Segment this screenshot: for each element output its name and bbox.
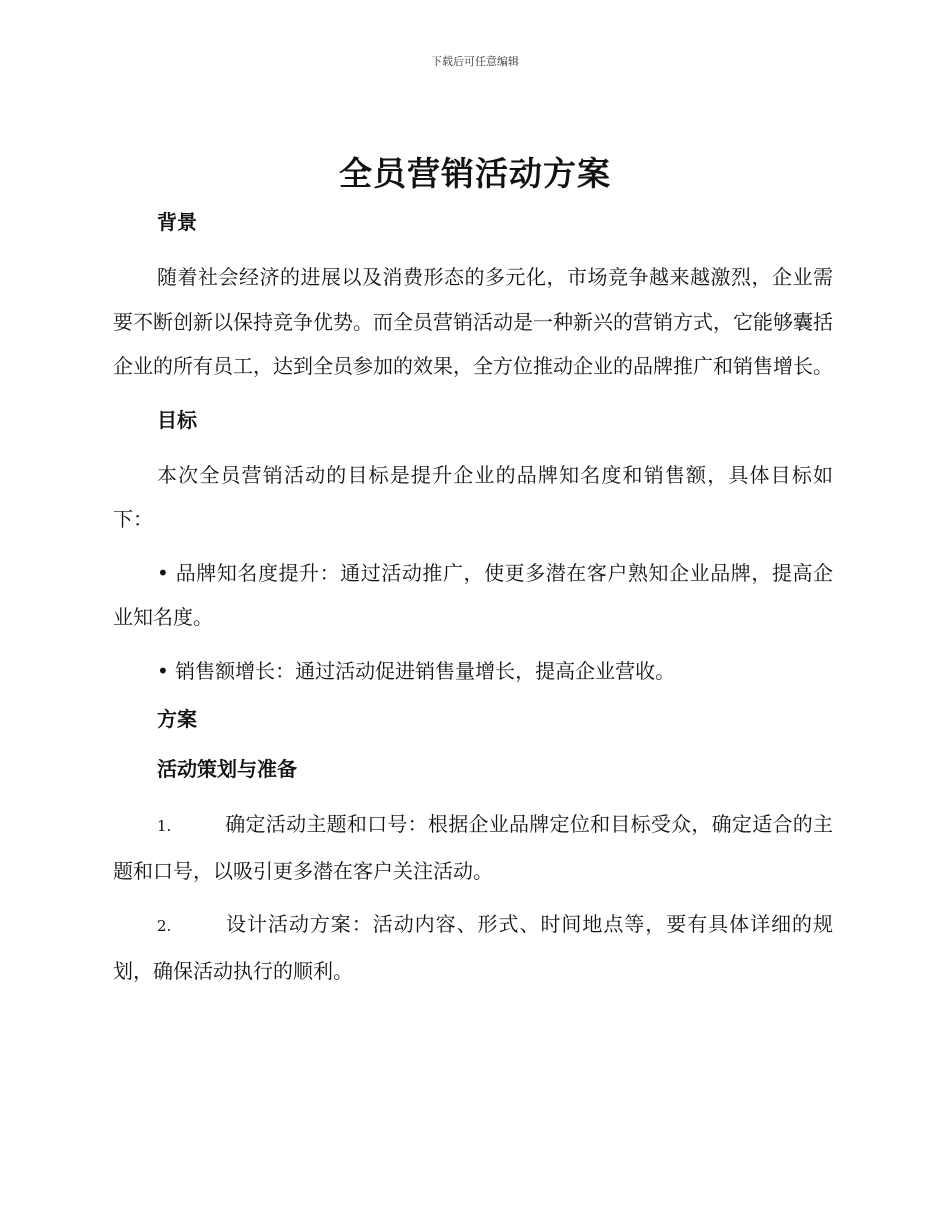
page-header-note: 下载后可任意编辑: [431, 55, 519, 68]
goals-intro-paragraph: 本次全员营销活动的目标是提升企业的品牌知名度和销售额，具体目标如下：: [113, 462, 833, 531]
section-heading-plan: 方案: [157, 707, 197, 731]
document-body: [113, 205, 833, 993]
list-item-text: 设计活动方案：活动内容、形式、时间地点等，要有具体详细的规划，确保活动执行的顺利。: [113, 912, 833, 983]
plan-list-item: [113, 902, 833, 993]
list-item-number: 2.: [157, 917, 172, 935]
goal-bullet-item: • 销售额增长：通过活动促进销售量增长，提高企业营收。: [157, 658, 676, 683]
section-heading-goals: 目标: [157, 407, 197, 432]
list-item-text: 确定活动主题和口号：根据企业品牌定位和目标受众，确定适合的主题和口号，以吸引更多潜在客户关注活动。: [113, 812, 833, 883]
document-title: 全员营销活动方案: [339, 154, 611, 193]
background-paragraph: 随着社会经济的进展以及消费形态的多元化，市场竞争越来越激烈，企业需要不断创新以保持竞争优势。而全员营销活动是一种新兴的营销方式，它能够囊括企业的所有员工，达到全员参加的效果，全方位推动企业的品牌推广和销售增长。: [113, 265, 833, 378]
subsection-heading-planning: 活动策划与准备: [157, 757, 297, 781]
plan-list-item: [113, 802, 833, 893]
list-item-number: 1.: [157, 817, 172, 835]
section-heading-background: 背景: [157, 210, 197, 234]
goal-bullet-item: • 品牌知名度提升：通过活动推广，使更多潜在客户熟知企业品牌，提高企业知名度。: [113, 560, 833, 629]
